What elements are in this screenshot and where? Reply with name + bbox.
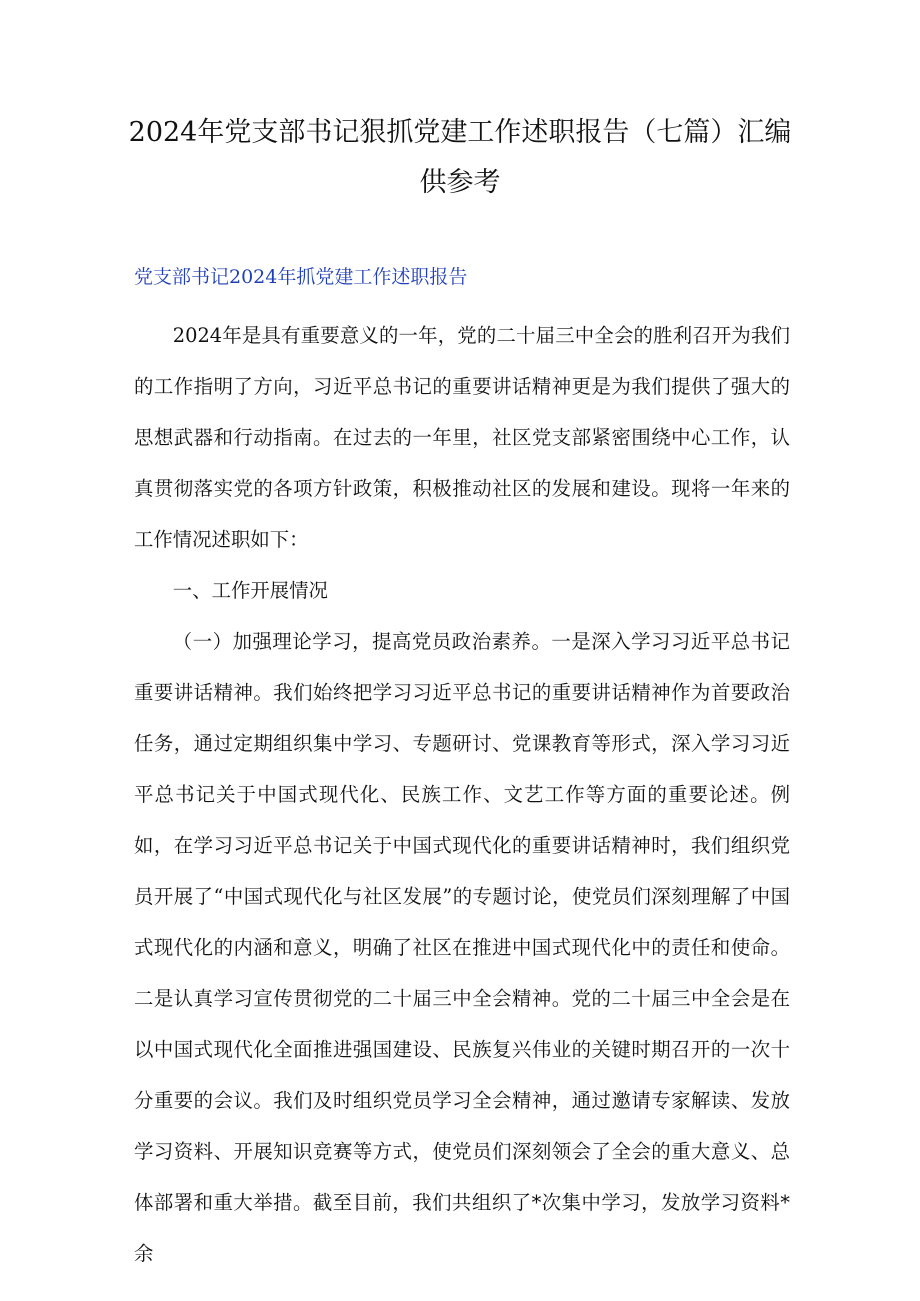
paragraph-theory-study: （一）加强理论学习，提高党员政治素养。一是深入学习习近平总书记重要讲话精神。我们始终把学习习近平总书记的重要讲话精神作为首要政治任务，通过定期组织集中学习、专题研讨、党课教育等形式，深入学习习近平总书记关于中国式现代化、民族工作、文艺工作等方面的重要论述。例如，在学习习近平总书记关于中国式现代化的重要讲话精神时，我们组织党员开展了“中国式现代化与社区发展”的专题讨论，使党员们深刻理解了中国式现代化的内涵和意义，明确了社区在推进中国式现代化中的责任和使命。二是认真学习宣传贯彻党的二十届三中全会精神。党的二十届三中全会是在以中国式现代化全面推进强国建设、民族复兴伟业的关键时期召开的一次十分重要的会议。我们及时组织党员学习全会精神，通过邀请专家解读、发放学习资料、开展知识竞赛等方式，使党员们深刻领会了全会的重大意义、总体部署和重大举措。截至目前，我们共组织了*次集中学习，发放学习资料*余: [134, 630, 790, 1265]
paragraph-intro: 2024年是具有重要意义的一年，党的二十届三中全会的胜利召开为我们的工作指明了方向，习近平总书记的重要讲话精神更是为我们提供了强大的思想武器和行动指南。在过去的一年里，社区党支部紧密围绕中心工作，认真贯彻落实党的各项方针政策，积极推动社区的发展和建设。现将一年来的工作情况述职如下：: [134, 324, 790, 551]
document-title: 2024年党支部书记狠抓党建工作述职报告（七篇）汇编供参考: [128, 117, 792, 198]
document-body: [134, 310, 790, 1279]
section-heading-link[interactable]: 党支部书记2024年抓党建工作述职报告: [134, 266, 468, 288]
paragraph-heading-work: 一、工作开展情况: [172, 579, 328, 602]
